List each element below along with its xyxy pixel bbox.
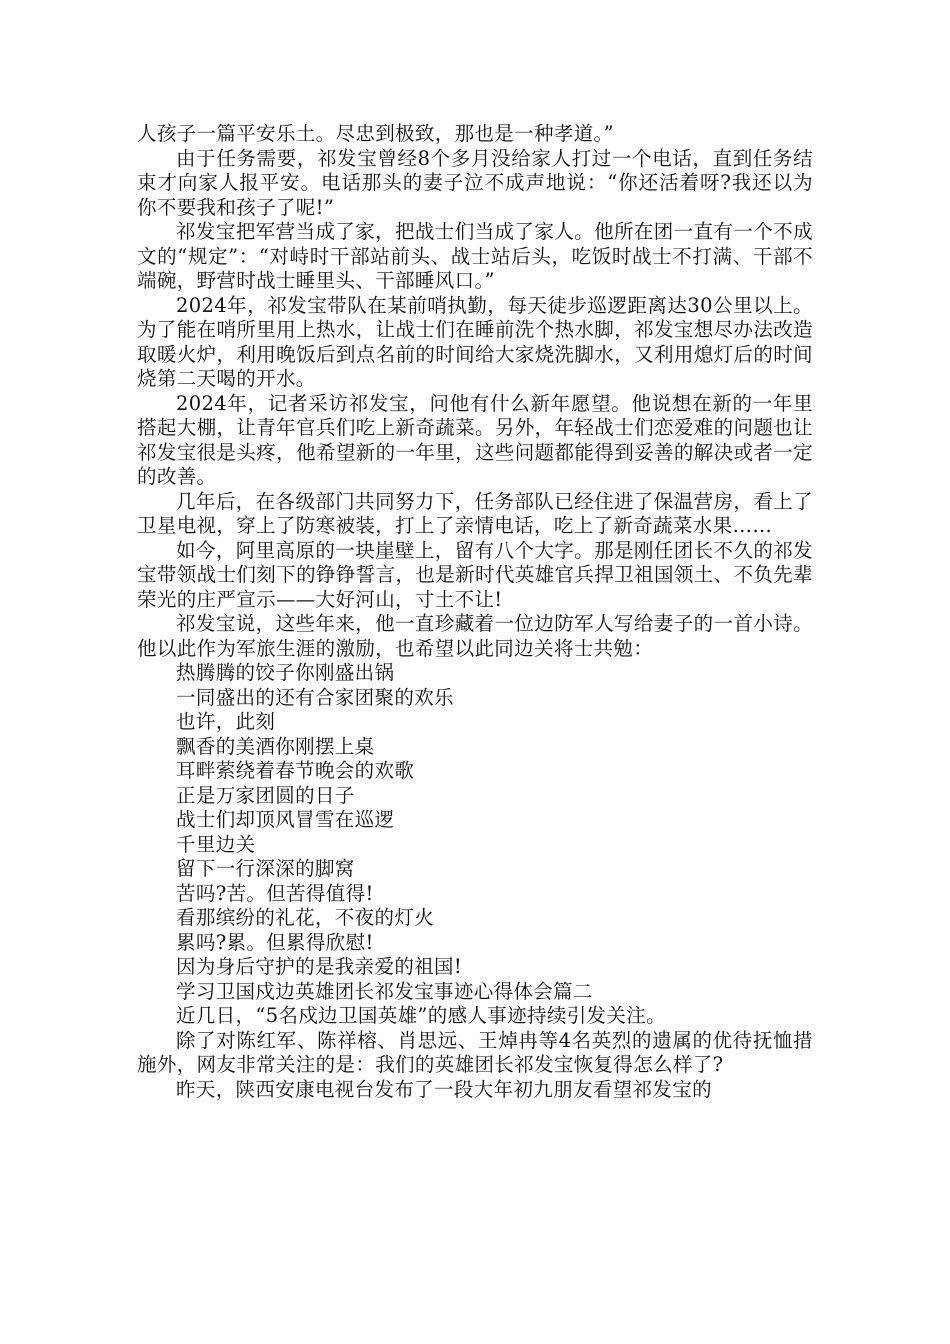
paragraph: 2024年，祁发宝带队在某前哨执勤，每天徒步巡逻距离达30公里以上。为了能在哨所里用上热水，让战士们在睡前洗个热水脚，祁发宝想尽办法改造取暖火炉，利用晚饭后到点名前的时间给大家烧洗脚水，又利用熄灯后的时间烧第二天喝的开水。 xyxy=(137,293,813,390)
paragraph: 祁发宝说，这些年来，他一直珍藏着一位边防军人写给妻子的一首小诗。他以此作为军旅生涯的激励，也希望以此同边关将士共勉： xyxy=(137,612,813,660)
poem-line: 千里边关 xyxy=(176,832,256,856)
poem-line: 看那缤纷的礼花，不夜的灯火 xyxy=(176,906,435,929)
poem-line: 飘香的美酒你刚摆上桌 xyxy=(176,734,375,758)
paragraph: 由于任务需要，祁发宝曾经8个多月没给家人打过一个电话，直到任务结束才向家人报平安。电话那头的妻子泣不成声地说：“你还活着呀?我还以为你不要我和孩子了呢!” xyxy=(137,146,813,219)
paragraph: 人孩子一篇平安乐土。尽忠到极致，那也是一种孝道。” xyxy=(137,122,614,145)
paragraph: 几年后，在各级部门共同努力下，任务部队已经住进了保温营房，看上了卫星电视，穿上了防寒被装，打上了亲情电话，吃上了新奇蔬菜水果…… xyxy=(137,489,813,537)
poem-line: 正是万家团圆的日子 xyxy=(176,783,355,807)
poem-line: 留下一行深深的脚窝 xyxy=(176,857,355,880)
paragraph: 近几日，“5名戍边卫国英雄”的感人事迹持续引发关注。 xyxy=(176,1004,666,1027)
poem-line: 热腾腾的饺子你刚盛出锅 xyxy=(176,661,395,684)
paragraph: 昨天，陕西安康电视台发布了一段大年初九朋友看望祁发宝的 xyxy=(176,1077,712,1101)
document-body xyxy=(137,122,813,1102)
section-heading: 学习卫国戍边英雄团长祁发宝事迹心得体会篇二 xyxy=(176,979,593,1003)
paragraph: 2024年，记者采访祁发宝，问他有什么新年愿望。他说想在新的一年里搭起大棚，让青年官兵们吃上新奇蔬菜。另外，年轻战士们恋爱难的问题也让祁发宝很是头疼，他希望新的一年里，这些问题都能得到妥善的解决或者一定的改善。 xyxy=(137,391,813,488)
poem-line: 一同盛出的还有合家团聚的欢乐 xyxy=(176,685,454,709)
paragraph: 如今，阿里高原的一块崖壁上，留有八个大字。那是刚任团长不久的祁发宝带领战士们刻下的铮铮誓言，也是新时代英雄官兵捍卫祖国领土、不负先辈荣光的庄严宣示——大好河山，寸土不让! xyxy=(137,538,813,611)
poem-line: 也许，此刻 xyxy=(176,710,276,733)
paragraph: 祁发宝把军营当成了家，把战士们当成了家人。他所在团一直有一个不成文的“规定”：“对峙时干部站前头、战士站后头，吃饭时战士不打满、干部不端碗，野营时战士睡里头、干部睡风口。” xyxy=(137,220,813,292)
paragraph: 除了对陈红军、陈祥榕、肖思远、王焯冉等4名英烈的遗属的优待抚恤措施外，网友非常关注的是：我们的英雄团长祁发宝恢复得怎么样了? xyxy=(137,1028,813,1076)
poem-line: 苦吗?苦。但苦得值得! xyxy=(176,881,374,905)
poem-line: 战士们却顶风冒雪在巡逻 xyxy=(176,808,395,831)
poem-line: 累吗?累。但累得欣慰! xyxy=(176,930,374,954)
poem-line: 因为身后守护的是我亲爱的祖国! xyxy=(176,955,463,978)
poem-line: 耳畔萦绕着春节晚会的欢歌 xyxy=(176,759,415,782)
